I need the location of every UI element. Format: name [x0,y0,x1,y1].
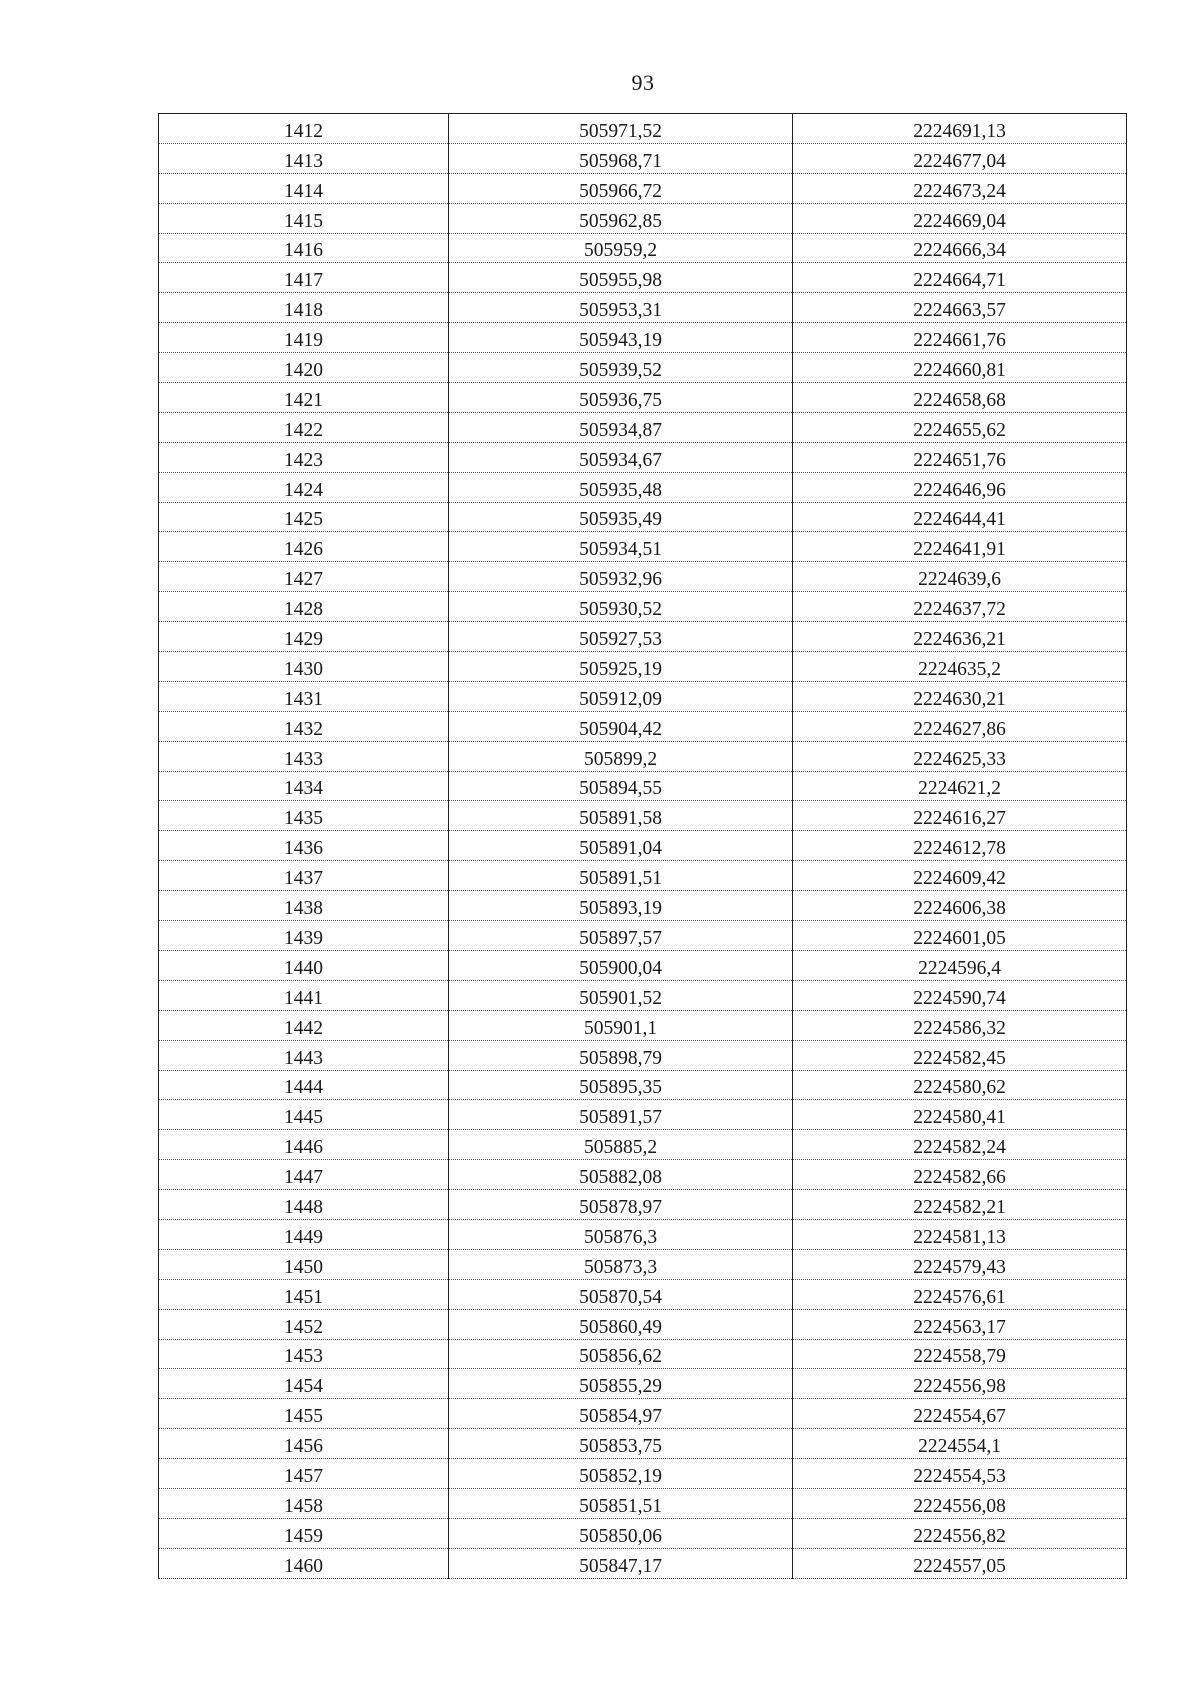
table-row [159,1459,1127,1489]
y-coordinate-cell: 2224666,34 [793,233,1127,263]
y-coordinate-cell: 2224586,32 [793,1010,1127,1040]
y-coordinate-cell: 2224590,74 [793,980,1127,1010]
point-number-cell: 1451 [159,1279,449,1309]
table-row [159,1279,1127,1309]
x-coordinate-cell: 505971,52 [449,114,793,144]
x-coordinate-cell: 505934,67 [449,442,793,472]
x-coordinate-cell: 505860,49 [449,1309,793,1339]
point-number-cell: 1421 [159,383,449,413]
x-coordinate-cell: 505925,19 [449,652,793,682]
table-row [159,1130,1127,1160]
x-coordinate-cell: 505955,98 [449,263,793,293]
point-number-cell: 1439 [159,921,449,951]
y-coordinate-cell: 2224639,6 [793,562,1127,592]
point-number-cell: 1445 [159,1100,449,1130]
y-coordinate-cell: 2224612,78 [793,831,1127,861]
x-coordinate-cell: 505943,19 [449,323,793,353]
point-number-cell: 1452 [159,1309,449,1339]
point-number-cell: 1446 [159,1130,449,1160]
point-number-cell: 1456 [159,1429,449,1459]
table-row [159,592,1127,622]
point-number-cell: 1430 [159,652,449,682]
x-coordinate-cell: 505852,19 [449,1459,793,1489]
x-coordinate-cell: 505900,04 [449,950,793,980]
x-coordinate-cell: 505935,49 [449,502,793,532]
y-coordinate-cell: 2224609,42 [793,861,1127,891]
table-row [159,1190,1127,1220]
table-row [159,383,1127,413]
x-coordinate-cell: 505876,3 [449,1219,793,1249]
y-coordinate-cell: 2224582,21 [793,1190,1127,1220]
table-row [159,173,1127,203]
point-number-cell: 1420 [159,353,449,383]
point-number-cell: 1440 [159,950,449,980]
point-number-cell: 1455 [159,1399,449,1429]
x-coordinate-cell: 505912,09 [449,681,793,711]
x-coordinate-cell: 505855,29 [449,1369,793,1399]
table-row [159,711,1127,741]
table-row [159,801,1127,831]
x-coordinate-cell: 505891,57 [449,1100,793,1130]
table-row [159,353,1127,383]
point-number-cell: 1447 [159,1160,449,1190]
table-row [159,293,1127,323]
x-coordinate-cell: 505932,96 [449,562,793,592]
x-coordinate-cell: 505962,85 [449,203,793,233]
point-number-cell: 1412 [159,114,449,144]
table-row [159,980,1127,1010]
y-coordinate-cell: 2224580,41 [793,1100,1127,1130]
point-number-cell: 1422 [159,412,449,442]
point-number-cell: 1458 [159,1488,449,1518]
y-coordinate-cell: 2224596,4 [793,950,1127,980]
x-coordinate-cell: 505853,75 [449,1429,793,1459]
x-coordinate-cell: 505901,52 [449,980,793,1010]
table-row [159,622,1127,652]
x-coordinate-cell: 505899,2 [449,741,793,771]
x-coordinate-cell: 505878,97 [449,1190,793,1220]
y-coordinate-cell: 2224644,41 [793,502,1127,532]
table-row [159,771,1127,801]
y-coordinate-cell: 2224661,76 [793,323,1127,353]
x-coordinate-cell: 505894,55 [449,771,793,801]
point-number-cell: 1433 [159,741,449,771]
point-number-cell: 1443 [159,1040,449,1070]
x-coordinate-cell: 505891,58 [449,801,793,831]
x-coordinate-cell: 505882,08 [449,1160,793,1190]
point-number-cell: 1442 [159,1010,449,1040]
table-row [159,323,1127,353]
x-coordinate-cell: 505904,42 [449,711,793,741]
point-number-cell: 1436 [159,831,449,861]
coordinates-table [158,113,1127,1579]
table-row [159,1548,1127,1578]
table-row [159,741,1127,771]
point-number-cell: 1429 [159,622,449,652]
point-number-cell: 1416 [159,233,449,263]
y-coordinate-cell: 2224663,57 [793,293,1127,323]
x-coordinate-cell: 505856,62 [449,1339,793,1369]
y-coordinate-cell: 2224641,91 [793,532,1127,562]
table-row [159,1160,1127,1190]
point-number-cell: 1459 [159,1518,449,1548]
table-row [159,1100,1127,1130]
y-coordinate-cell: 2224658,68 [793,383,1127,413]
point-number-cell: 1426 [159,532,449,562]
point-number-cell: 1418 [159,293,449,323]
coordinates-table-body [159,114,1127,1579]
table-row [159,1309,1127,1339]
y-coordinate-cell: 2224637,72 [793,592,1127,622]
y-coordinate-cell: 2224554,67 [793,1399,1127,1429]
x-coordinate-cell: 505854,97 [449,1399,793,1429]
table-row [159,143,1127,173]
point-number-cell: 1460 [159,1548,449,1578]
y-coordinate-cell: 2224554,53 [793,1459,1127,1489]
table-row [159,532,1127,562]
y-coordinate-cell: 2224673,24 [793,173,1127,203]
x-coordinate-cell: 505895,35 [449,1070,793,1100]
y-coordinate-cell: 2224625,33 [793,741,1127,771]
y-coordinate-cell: 2224664,71 [793,263,1127,293]
y-coordinate-cell: 2224630,21 [793,681,1127,711]
y-coordinate-cell: 2224636,21 [793,622,1127,652]
y-coordinate-cell: 2224651,76 [793,442,1127,472]
y-coordinate-cell: 2224627,86 [793,711,1127,741]
table-row [159,831,1127,861]
x-coordinate-cell: 505851,51 [449,1488,793,1518]
point-number-cell: 1419 [159,323,449,353]
point-number-cell: 1431 [159,681,449,711]
table-row [159,562,1127,592]
point-number-cell: 1415 [159,203,449,233]
x-coordinate-cell: 505966,72 [449,173,793,203]
table-row [159,1249,1127,1279]
table-row [159,502,1127,532]
y-coordinate-cell: 2224582,66 [793,1160,1127,1190]
point-number-cell: 1444 [159,1070,449,1100]
y-coordinate-cell: 2224579,43 [793,1249,1127,1279]
y-coordinate-cell: 2224646,96 [793,472,1127,502]
table-row [159,1339,1127,1369]
x-coordinate-cell: 505891,04 [449,831,793,861]
point-number-cell: 1413 [159,143,449,173]
table-row [159,891,1127,921]
table-row [159,203,1127,233]
table-row [159,1369,1127,1399]
point-number-cell: 1424 [159,472,449,502]
y-coordinate-cell: 2224669,04 [793,203,1127,233]
table-row [159,1040,1127,1070]
table-row [159,1429,1127,1459]
x-coordinate-cell: 505930,52 [449,592,793,622]
x-coordinate-cell: 505968,71 [449,143,793,173]
table-row [159,1010,1127,1040]
y-coordinate-cell: 2224576,61 [793,1279,1127,1309]
point-number-cell: 1448 [159,1190,449,1220]
x-coordinate-cell: 505897,57 [449,921,793,951]
point-number-cell: 1432 [159,711,449,741]
x-coordinate-cell: 505901,1 [449,1010,793,1040]
point-number-cell: 1454 [159,1369,449,1399]
x-coordinate-cell: 505847,17 [449,1548,793,1578]
point-number-cell: 1427 [159,562,449,592]
table-row [159,263,1127,293]
y-coordinate-cell: 2224580,62 [793,1070,1127,1100]
point-number-cell: 1450 [159,1249,449,1279]
y-coordinate-cell: 2224558,79 [793,1339,1127,1369]
point-number-cell: 1417 [159,263,449,293]
x-coordinate-cell: 505935,48 [449,472,793,502]
point-number-cell: 1425 [159,502,449,532]
page-number: 93 [631,70,655,95]
y-coordinate-cell: 2224582,24 [793,1130,1127,1160]
table-row [159,233,1127,263]
y-coordinate-cell: 2224601,05 [793,921,1127,951]
y-coordinate-cell: 2224691,13 [793,114,1127,144]
x-coordinate-cell: 505893,19 [449,891,793,921]
y-coordinate-cell: 2224556,08 [793,1488,1127,1518]
y-coordinate-cell: 2224554,1 [793,1429,1127,1459]
table-row [159,652,1127,682]
x-coordinate-cell: 505934,51 [449,532,793,562]
point-number-cell: 1414 [159,173,449,203]
x-coordinate-cell: 505850,06 [449,1518,793,1548]
y-coordinate-cell: 2224556,98 [793,1369,1127,1399]
point-number-cell: 1441 [159,980,449,1010]
table-row [159,921,1127,951]
y-coordinate-cell: 2224621,2 [793,771,1127,801]
y-coordinate-cell: 2224563,17 [793,1309,1127,1339]
table-row [159,861,1127,891]
table-row [159,681,1127,711]
y-coordinate-cell: 2224581,13 [793,1219,1127,1249]
table-row [159,1488,1127,1518]
point-number-cell: 1449 [159,1219,449,1249]
point-number-cell: 1435 [159,801,449,831]
point-number-cell: 1453 [159,1339,449,1369]
y-coordinate-cell: 2224557,05 [793,1548,1127,1578]
y-coordinate-cell: 2224606,38 [793,891,1127,921]
y-coordinate-cell: 2224556,82 [793,1518,1127,1548]
x-coordinate-cell: 505898,79 [449,1040,793,1070]
table-row [159,1399,1127,1429]
x-coordinate-cell: 505953,31 [449,293,793,323]
point-number-cell: 1457 [159,1459,449,1489]
x-coordinate-cell: 505873,3 [449,1249,793,1279]
y-coordinate-cell: 2224655,62 [793,412,1127,442]
x-coordinate-cell: 505927,53 [449,622,793,652]
table-row [159,1518,1127,1548]
point-number-cell: 1434 [159,771,449,801]
point-number-cell: 1438 [159,891,449,921]
y-coordinate-cell: 2224616,27 [793,801,1127,831]
y-coordinate-cell: 2224582,45 [793,1040,1127,1070]
x-coordinate-cell: 505891,51 [449,861,793,891]
x-coordinate-cell: 505870,54 [449,1279,793,1309]
x-coordinate-cell: 505936,75 [449,383,793,413]
y-coordinate-cell: 2224677,04 [793,143,1127,173]
point-number-cell: 1428 [159,592,449,622]
point-number-cell: 1423 [159,442,449,472]
x-coordinate-cell: 505885,2 [449,1130,793,1160]
y-coordinate-cell: 2224660,81 [793,353,1127,383]
x-coordinate-cell: 505934,87 [449,412,793,442]
table-row [159,472,1127,502]
table-row [159,442,1127,472]
table-row [159,1219,1127,1249]
table-row [159,1070,1127,1100]
x-coordinate-cell: 505939,52 [449,353,793,383]
point-number-cell: 1437 [159,861,449,891]
y-coordinate-cell: 2224635,2 [793,652,1127,682]
table-row [159,114,1127,144]
x-coordinate-cell: 505959,2 [449,233,793,263]
table-row [159,950,1127,980]
table-row [159,412,1127,442]
